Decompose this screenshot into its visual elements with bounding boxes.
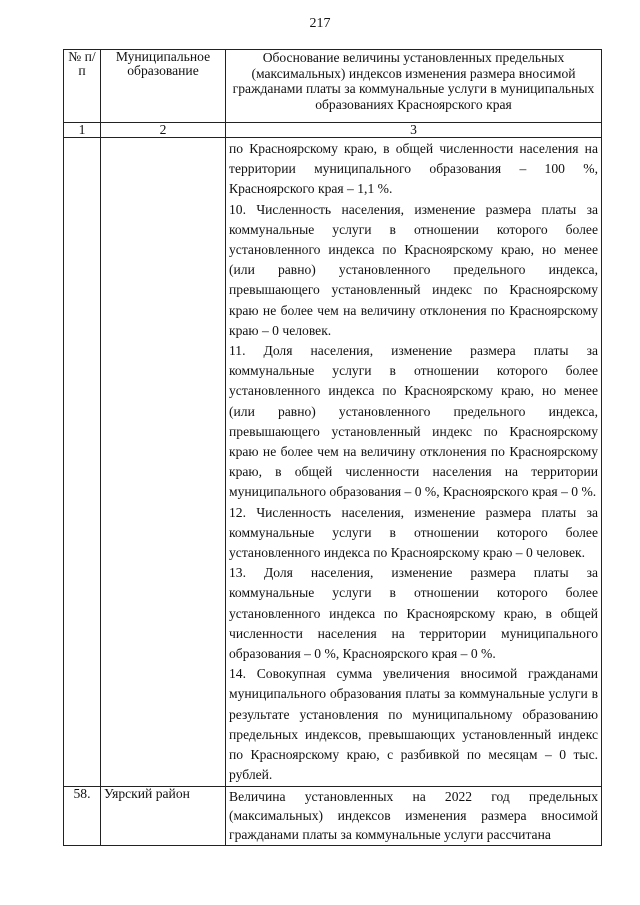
table-row [64,138,602,787]
row-justification [226,786,602,845]
table-header-row [64,50,602,123]
row-justification [226,138,602,787]
row-municipality [101,138,226,787]
column-index-1: 1 [64,123,101,138]
row-num: 58. [64,786,101,845]
paragraph-58: Величина установленных на 2022 год предельных (максимальных) индексов изменения размера вносимой гражданами платы за коммунальные услуги рассчитана [229,788,598,842]
paragraph-continued: по Красноярскому краю, в общей численности населения на территории муниципального образования – 100 %, Красноярского края – 1,1 %. [229,141,598,197]
page-number: 217 [309,16,331,31]
paragraph-11: 11. Доля населения, изменение размера платы за коммунальные услуги в отношении которого более установленного индекса по Красноярскому краю, но менее (или равно) установленного предельного индекса, превышающего установленный индекс по Красноярскому краю не более чем на величину отклонения по Красноярскому краю, в общей численности населения на территории муниципального образования – 0 %, Красноярского края – 0 %. [229,343,598,500]
column-index-3: 3 [226,123,602,138]
row-municipality: Уярский район [101,786,226,845]
paragraph-14: 14. Совокупная сумма увеличения вносимой гражданами муниципального образования платы за коммунальные услуги в результате установления по муниципальному образованию предельных индексов, превышающих установленный индекс по Красноярскому краю, с разбивкой по месяцам – 0 тыс. рублей. [229,666,598,783]
column-index-row [64,123,602,138]
indices-table [63,49,602,846]
header-justification: Обоснование величины установленных предельных (максимальных) индексов изменения размера вносимой гражданами платы за коммунальные услуги в муниципальных образованиях Красноярского края [226,50,602,123]
column-index-2: 2 [101,123,226,138]
header-municipality: Муниципальное образование [101,50,226,123]
row-num [64,138,101,787]
header-num: № п/п [64,50,101,123]
paragraph-10: 10. Численность населения, изменение размера платы за коммунальные услуги в отношении которого более установленного индекса по Красноярскому краю, но менее (или равно) установленного предельного индекса, превышающего установленный индекс по Красноярскому краю не более чем на величину отклонения по Красноярскому краю – 0 человек. [229,201,598,338]
table-row [64,786,602,845]
paragraph-13: 13. Доля населения, изменение размера платы за коммунальные услуги в отношении которого более установленного индекса по Красноярскому краю, в общей численности населения на территории муниципального образования – 0 %, Красноярского края – 0 %. [229,565,598,662]
paragraph-12: 12. Численность населения, изменение размера платы за коммунальные услуги в отношении которого более установленного индекса по Красноярскому краю – 0 человек. [229,504,598,561]
